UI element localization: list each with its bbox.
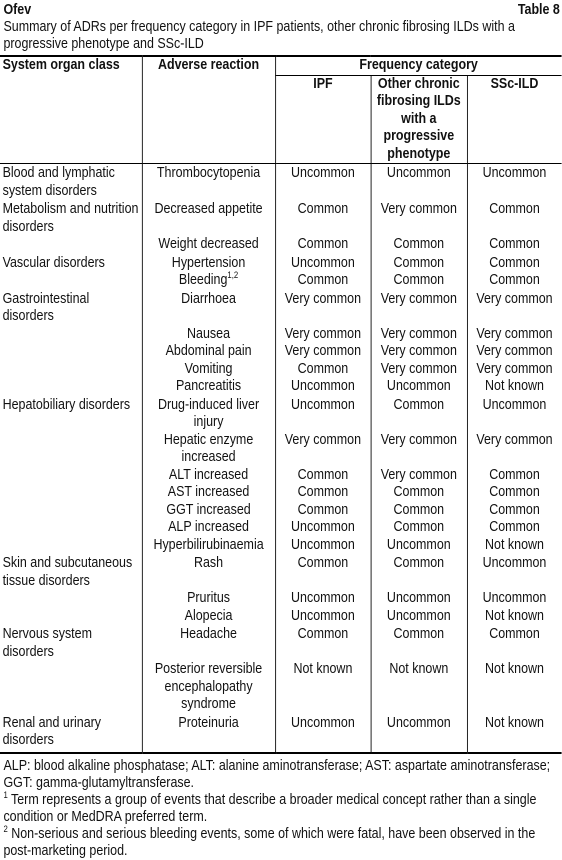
cell-adverse-reaction-text: Nausea xyxy=(187,325,231,342)
cell-ssc-ild-text: Very common xyxy=(476,290,553,307)
cell-other-ild xyxy=(371,502,467,520)
cell-soc-text: Renal and urinary disorders xyxy=(2,714,102,748)
footnote-2 xyxy=(3,823,558,860)
cell-other-ild xyxy=(371,236,467,254)
cell-soc xyxy=(0,361,142,379)
cell-adverse-reaction-text: AST increased xyxy=(167,484,250,500)
cell-ipf xyxy=(275,236,370,254)
cell-ipf-text: Uncommon xyxy=(291,607,355,624)
cell-other-ild-text: Uncommon xyxy=(386,607,451,624)
footnote-2-text: Non-serious and serious bleeding events, some of which were fatal, have been observed in the post-marketing period. xyxy=(3,825,536,859)
cell-ssc-ild xyxy=(467,290,562,326)
cell-other-ild-text: Very common xyxy=(380,325,457,342)
cell-soc xyxy=(0,537,142,555)
cell-other-ild-text: Not known xyxy=(389,661,449,677)
cell-other-ild xyxy=(371,343,467,361)
cell-other-ild xyxy=(371,590,467,608)
cell-adverse-reaction xyxy=(142,343,275,361)
cell-other-ild xyxy=(371,361,467,379)
cell-other-ild xyxy=(371,164,467,201)
cell-adverse-reaction-text: Weight decreased xyxy=(158,236,259,252)
cell-adverse-reaction xyxy=(142,554,275,590)
table-row xyxy=(0,378,562,396)
cell-ipf-text: Very common xyxy=(284,431,362,448)
cell-ssc-ild-text: Common xyxy=(489,466,540,483)
cell-soc-text: Nervous system disorders xyxy=(2,626,92,660)
cell-ipf xyxy=(275,326,370,344)
cell-ssc-ild xyxy=(467,396,562,432)
cell-ipf-text: Uncommon xyxy=(291,519,355,535)
cell-ipf xyxy=(275,396,370,432)
cell-ipf-text: Very common xyxy=(284,325,362,342)
cell-other-ild xyxy=(371,272,467,290)
footnote-abbreviations: ALP: blood alkaline phosphatase; ALT: alanine aminotransferase; AST: aspartate aminotransferase; GGT: gamma-glutamyltransferase. xyxy=(3,757,551,791)
cell-adverse-reaction-text: Pruritus xyxy=(187,590,231,606)
table-row xyxy=(0,326,562,344)
cell-soc xyxy=(0,378,142,396)
cell-adverse-reaction xyxy=(142,519,275,537)
cell-ipf-text: Common xyxy=(297,236,349,252)
table-caption: Summary of ADRs per frequency category in IPF patients, other chronic fibrosing ILDs with a progressive phenotype and SSc-ILD xyxy=(3,19,515,52)
cell-ipf xyxy=(275,361,370,379)
cell-ssc-ild-text: Not known xyxy=(485,607,544,624)
cell-ipf-text: Common xyxy=(297,466,349,483)
table-row xyxy=(0,502,562,520)
cell-ipf xyxy=(275,254,370,273)
cell-adverse-reaction xyxy=(142,590,275,608)
cell-ipf-text: Uncommon xyxy=(291,396,355,413)
cell-soc xyxy=(0,432,142,467)
cell-soc xyxy=(0,714,142,753)
cell-soc-text: Gastrointestinal disorders xyxy=(2,290,90,324)
cell-ssc-ild xyxy=(467,661,562,714)
header-soc: System organ class xyxy=(0,56,142,164)
header-frequency: Frequency category xyxy=(275,56,561,75)
table-row xyxy=(0,484,562,502)
cell-ipf-text: Common xyxy=(297,501,349,518)
cell-ssc-ild xyxy=(467,554,562,590)
cell-ssc-ild-text: Common xyxy=(489,254,540,271)
cell-adverse-reaction-text: Vomiting xyxy=(184,360,233,377)
cell-adverse-reaction xyxy=(142,714,275,753)
cell-adverse-reaction-text: Alopecia xyxy=(184,607,233,624)
footnotes xyxy=(0,754,562,860)
cell-ssc-ild xyxy=(467,164,562,201)
footnote-1 xyxy=(3,789,558,826)
cell-soc xyxy=(0,519,142,537)
cell-adverse-reaction-text: Hepatic enzyme increased xyxy=(163,431,254,465)
cell-other-ild-text: Uncommon xyxy=(386,590,451,606)
cell-ipf xyxy=(275,608,370,626)
cell-soc xyxy=(0,236,142,254)
cell-other-ild-text: Very common xyxy=(380,343,457,359)
cell-ssc-ild-text: Uncommon xyxy=(482,396,547,413)
cell-adverse-reaction-text: Headache xyxy=(180,626,237,642)
cell-other-ild xyxy=(371,608,467,626)
cell-ipf-text: Common xyxy=(297,272,349,288)
cell-soc-text: Vascular disorders xyxy=(2,254,105,271)
cell-ipf xyxy=(275,519,370,537)
cell-ssc-ild-text: Common xyxy=(489,519,540,535)
header-ssc-ild: SSc-ILD xyxy=(467,75,562,164)
cell-ssc-ild-text: Uncommon xyxy=(482,555,547,571)
cell-adverse-reaction-text: Posterior reversible encephalopathy syndrome xyxy=(154,661,263,712)
cell-other-ild xyxy=(371,661,467,714)
cell-ipf xyxy=(275,554,370,590)
cell-soc xyxy=(0,554,142,590)
adr-table xyxy=(0,55,562,754)
cell-ssc-ild-text: Common xyxy=(489,501,540,518)
cell-adverse-reaction xyxy=(142,502,275,520)
cell-ipf-text: Not known xyxy=(293,661,353,677)
cell-adverse-reaction xyxy=(142,608,275,626)
cell-other-ild-text: Common xyxy=(393,484,445,500)
cell-ssc-ild xyxy=(467,378,562,396)
cell-other-ild xyxy=(371,326,467,344)
cell-other-ild-text: Common xyxy=(393,272,445,288)
cell-soc xyxy=(0,467,142,485)
cell-ipf-text: Common xyxy=(297,484,349,500)
cell-other-ild-text: Uncommon xyxy=(386,165,451,181)
cell-ssc-ild-text: Very common xyxy=(476,325,553,342)
table-row xyxy=(0,519,562,537)
table-body xyxy=(0,164,562,753)
table-row xyxy=(0,661,562,714)
table-row xyxy=(0,361,562,379)
cell-soc xyxy=(0,396,142,432)
table-row xyxy=(0,200,562,236)
cell-ipf-text: Common xyxy=(297,201,349,217)
cell-other-ild-text: Common xyxy=(393,396,445,413)
table-label: Table 8 xyxy=(517,2,560,18)
cell-ssc-ild-text: Very common xyxy=(476,360,553,377)
cell-other-ild xyxy=(371,396,467,432)
cell-ssc-ild-text: Not known xyxy=(485,714,544,731)
cell-ssc-ild xyxy=(467,537,562,555)
cell-soc xyxy=(0,272,142,290)
cell-other-ild xyxy=(371,378,467,396)
cell-ipf xyxy=(275,661,370,714)
cell-adverse-reaction-text: Diarrhoea xyxy=(181,290,236,307)
cell-other-ild-text: Common xyxy=(393,236,445,252)
cell-other-ild xyxy=(371,290,467,326)
cell-adverse-reaction-text: Thrombocytopenia xyxy=(156,165,261,181)
cell-ipf xyxy=(275,290,370,326)
cell-adverse-reaction xyxy=(142,484,275,502)
cell-soc-text: Skin and subcutaneous tissue disorders xyxy=(2,555,133,589)
cell-other-ild-text: Common xyxy=(393,519,445,535)
cell-ssc-ild xyxy=(467,714,562,753)
cell-adverse-reaction xyxy=(142,164,275,201)
cell-other-ild xyxy=(371,467,467,485)
footnote-2-mark: 2 xyxy=(3,823,8,834)
cell-adverse-reaction-text: ALP increased xyxy=(168,519,249,535)
cell-ipf xyxy=(275,432,370,467)
cell-ipf xyxy=(275,378,370,396)
cell-ipf-text: Common xyxy=(297,555,349,571)
table-row xyxy=(0,432,562,467)
cell-soc xyxy=(0,661,142,714)
cell-ipf-text: Common xyxy=(297,626,349,642)
cell-adverse-reaction-text: ALT increased xyxy=(168,466,249,483)
cell-ssc-ild-text: Not known xyxy=(485,536,544,553)
cell-soc xyxy=(0,200,142,236)
cell-other-ild xyxy=(371,254,467,273)
cell-ipf xyxy=(275,484,370,502)
table-row xyxy=(0,272,562,290)
cell-ssc-ild-text: Very common xyxy=(476,343,553,359)
cell-ssc-ild xyxy=(467,484,562,502)
cell-soc xyxy=(0,590,142,608)
cell-other-ild-text: Common xyxy=(393,626,445,642)
cell-adverse-reaction xyxy=(142,432,275,467)
cell-soc-text: Metabolism and nutrition disorders xyxy=(2,201,139,235)
cell-adverse-reaction xyxy=(142,537,275,555)
table-row xyxy=(0,164,562,201)
cell-ssc-ild xyxy=(467,467,562,485)
cell-ipf xyxy=(275,200,370,236)
cell-ssc-ild xyxy=(467,608,562,626)
cell-other-ild-text: Common xyxy=(393,254,445,271)
cell-ssc-ild xyxy=(467,254,562,273)
cell-ssc-ild xyxy=(467,432,562,467)
cell-adverse-reaction xyxy=(142,467,275,485)
cell-soc xyxy=(0,484,142,502)
cell-other-ild xyxy=(371,484,467,502)
cell-soc xyxy=(0,608,142,626)
cell-ipf xyxy=(275,343,370,361)
cell-adverse-reaction-text: Proteinuria xyxy=(178,714,239,731)
header-line xyxy=(0,0,562,18)
cell-ipf xyxy=(275,714,370,753)
cell-adverse-reaction-text: Hypertension xyxy=(171,254,246,271)
cell-ipf-text: Uncommon xyxy=(291,378,355,394)
cell-ssc-ild-text: Common xyxy=(489,201,540,217)
cell-other-ild-text: Uncommon xyxy=(386,714,451,731)
cell-other-ild-text: Uncommon xyxy=(386,536,451,553)
cell-ssc-ild-text: Common xyxy=(489,626,540,642)
cell-ipf-text: Uncommon xyxy=(291,714,355,731)
cell-ssc-ild xyxy=(467,502,562,520)
cell-soc-text: Hepatobiliary disorders xyxy=(2,396,131,413)
table-row xyxy=(0,343,562,361)
cell-other-ild-text: Very common xyxy=(380,290,457,307)
cell-adverse-reaction-text: Pancreatitis xyxy=(175,378,242,394)
cell-ssc-ild-text: Common xyxy=(489,272,540,288)
cell-ssc-ild-text: Uncommon xyxy=(482,590,547,606)
cell-soc xyxy=(0,326,142,344)
cell-ipf xyxy=(275,502,370,520)
cell-ssc-ild xyxy=(467,200,562,236)
cell-ipf-text: Very common xyxy=(284,343,362,359)
cell-ssc-ild xyxy=(467,343,562,361)
table-row xyxy=(0,290,562,326)
cell-adverse-reaction-text: Hyperbilirubinaemia xyxy=(153,536,264,553)
product-name: Ofev xyxy=(3,2,32,18)
cell-other-ild xyxy=(371,554,467,590)
cell-adverse-reaction-text: Drug-induced liver injury xyxy=(157,396,260,430)
cell-other-ild xyxy=(371,625,467,661)
table-row xyxy=(0,625,562,661)
cell-adverse-reaction-text: GGT increased xyxy=(166,501,251,518)
footnote-reference: 1,2 xyxy=(227,270,239,281)
cell-ipf-text: Uncommon xyxy=(291,590,355,606)
cell-ssc-ild-text: Common xyxy=(489,236,540,252)
cell-ssc-ild xyxy=(467,272,562,290)
cell-ipf-text: Very common xyxy=(284,290,362,307)
cell-soc-text: Blood and lymphatic system disorders xyxy=(2,165,115,199)
cell-ipf xyxy=(275,537,370,555)
cell-adverse-reaction xyxy=(142,378,275,396)
cell-ssc-ild-text: Uncommon xyxy=(482,165,547,181)
cell-adverse-reaction-text: Decreased appetite xyxy=(154,201,263,217)
cell-other-ild-text: Uncommon xyxy=(386,378,451,394)
cell-ssc-ild xyxy=(467,590,562,608)
cell-ipf xyxy=(275,590,370,608)
table-row xyxy=(0,590,562,608)
cell-other-ild xyxy=(371,714,467,753)
cell-adverse-reaction xyxy=(142,236,275,254)
cell-soc xyxy=(0,164,142,201)
cell-soc xyxy=(0,343,142,361)
cell-ipf-text: Common xyxy=(297,360,349,377)
cell-adverse-reaction xyxy=(142,290,275,326)
table-row xyxy=(0,467,562,485)
cell-other-ild xyxy=(371,432,467,467)
cell-ssc-ild xyxy=(467,361,562,379)
header-ipf: IPF xyxy=(275,75,370,164)
cell-ipf xyxy=(275,272,370,290)
cell-adverse-reaction xyxy=(142,661,275,714)
cell-other-ild-text: Very common xyxy=(380,360,457,377)
cell-ssc-ild xyxy=(467,236,562,254)
cell-other-ild-text: Very common xyxy=(380,431,457,448)
cell-ipf-text: Uncommon xyxy=(291,254,355,271)
cell-other-ild xyxy=(371,200,467,236)
header-other-ild: Other chronic fibrosing ILDs with a progressive phenotype xyxy=(371,75,467,164)
cell-other-ild xyxy=(371,519,467,537)
footnote-1-mark: 1 xyxy=(3,789,8,800)
cell-soc xyxy=(0,625,142,661)
table-row xyxy=(0,608,562,626)
cell-soc xyxy=(0,290,142,326)
table-row xyxy=(0,554,562,590)
cell-ipf xyxy=(275,467,370,485)
cell-adverse-reaction xyxy=(142,396,275,432)
cell-ssc-ild-text: Common xyxy=(489,484,540,500)
cell-soc xyxy=(0,502,142,520)
footnote-1-text: Term represents a group of events that describe a broader medical concept rather than a single condition or MedDRA preferred term. xyxy=(3,791,537,825)
cell-ssc-ild-text: Not known xyxy=(485,661,544,677)
cell-adverse-reaction xyxy=(142,200,275,236)
cell-other-ild xyxy=(371,537,467,555)
table-row xyxy=(0,254,562,273)
cell-ssc-ild xyxy=(467,326,562,344)
cell-soc xyxy=(0,254,142,273)
cell-adverse-reaction xyxy=(142,254,275,273)
cell-adverse-reaction xyxy=(142,361,275,379)
cell-ssc-ild-text: Very common xyxy=(476,431,553,448)
table-row xyxy=(0,396,562,432)
table-row xyxy=(0,537,562,555)
cell-ssc-ild-text: Not known xyxy=(485,378,544,394)
cell-ssc-ild xyxy=(467,519,562,537)
cell-adverse-reaction-text: Abdominal pain xyxy=(165,343,252,359)
cell-ssc-ild xyxy=(467,625,562,661)
cell-ipf xyxy=(275,164,370,201)
header-adr: Adverse reaction xyxy=(142,56,275,164)
table-row xyxy=(0,714,562,753)
cell-adverse-reaction xyxy=(142,326,275,344)
cell-adverse-reaction xyxy=(142,625,275,661)
cell-ipf-text: Uncommon xyxy=(291,165,355,181)
cell-adverse-reaction-text: Bleeding xyxy=(178,272,228,288)
cell-other-ild-text: Very common xyxy=(380,201,457,217)
cell-ipf-text: Uncommon xyxy=(291,536,355,553)
table-row xyxy=(0,236,562,254)
cell-ipf xyxy=(275,625,370,661)
cell-other-ild-text: Common xyxy=(393,501,445,518)
cell-other-ild-text: Common xyxy=(393,555,445,571)
cell-adverse-reaction-text: Rash xyxy=(193,555,224,571)
cell-other-ild-text: Very common xyxy=(380,466,457,483)
cell-adverse-reaction xyxy=(142,272,275,290)
